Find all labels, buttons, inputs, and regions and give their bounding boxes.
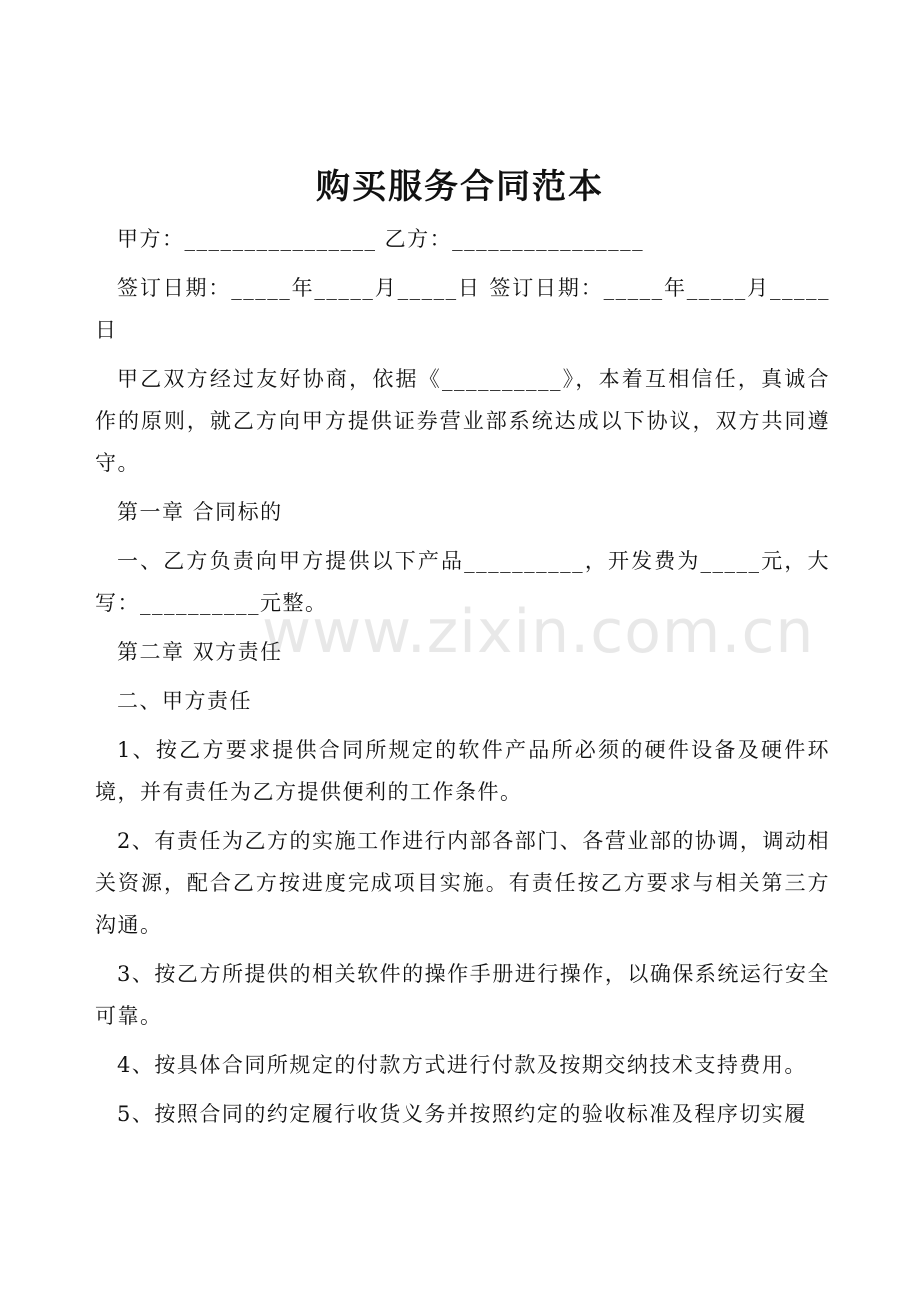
chapter-heading: 第一章 合同标的 — [117, 500, 283, 524]
clause-paragraph: 5、按照合同的约定履行收货义务并按照约定的验收标准及程序切实履 — [117, 1102, 807, 1126]
clause-paragraph: 2、有责任为乙方的实施工作进行内部各部门、各营业部的协调，调动相关资源，配合乙方按进度完成项目实施。有责任按乙方要求与相关第三方沟通。 — [95, 829, 830, 937]
clause-paragraph: 3、按乙方所提供的相关软件的操作手册进行操作，以确保系统运行安全可靠。 — [95, 962, 830, 1028]
clause-paragraph: 4、按具体合同所规定的付款方式进行付款及按期交纳技术支持费用。 — [117, 1053, 807, 1077]
signing-date-line: 签订日期：_____年_____月_____日 签订日期：_____年_____月_____日 — [95, 276, 830, 342]
party-line: 甲方：________________ 乙方：________________ — [117, 227, 645, 251]
chapter-heading: 第二章 双方责任 — [117, 640, 283, 664]
section-heading: 二、甲方责任 — [117, 689, 252, 713]
preamble-paragraph: 甲乙双方经过友好协商，依据《__________》，本着互相信任，真诚合作的原则，就乙方向甲方提供证券营业部系统达成以下协议，双方共同遵守。 — [95, 367, 830, 475]
clause-paragraph: 1、按乙方要求提供合同所规定的软件产品所必须的硬件设备及硬件环境，并有责任为乙方提供便利的工作条件。 — [95, 738, 830, 804]
document-body — [95, 218, 830, 1142]
document-title: 购买服务合同范本 — [316, 167, 604, 207]
watermark: www.zixin.com.cn — [262, 597, 815, 667]
clause-paragraph: 一、乙方负责向甲方提供以下产品__________，开发费为_____元，大写：__________元整。 — [95, 549, 830, 615]
